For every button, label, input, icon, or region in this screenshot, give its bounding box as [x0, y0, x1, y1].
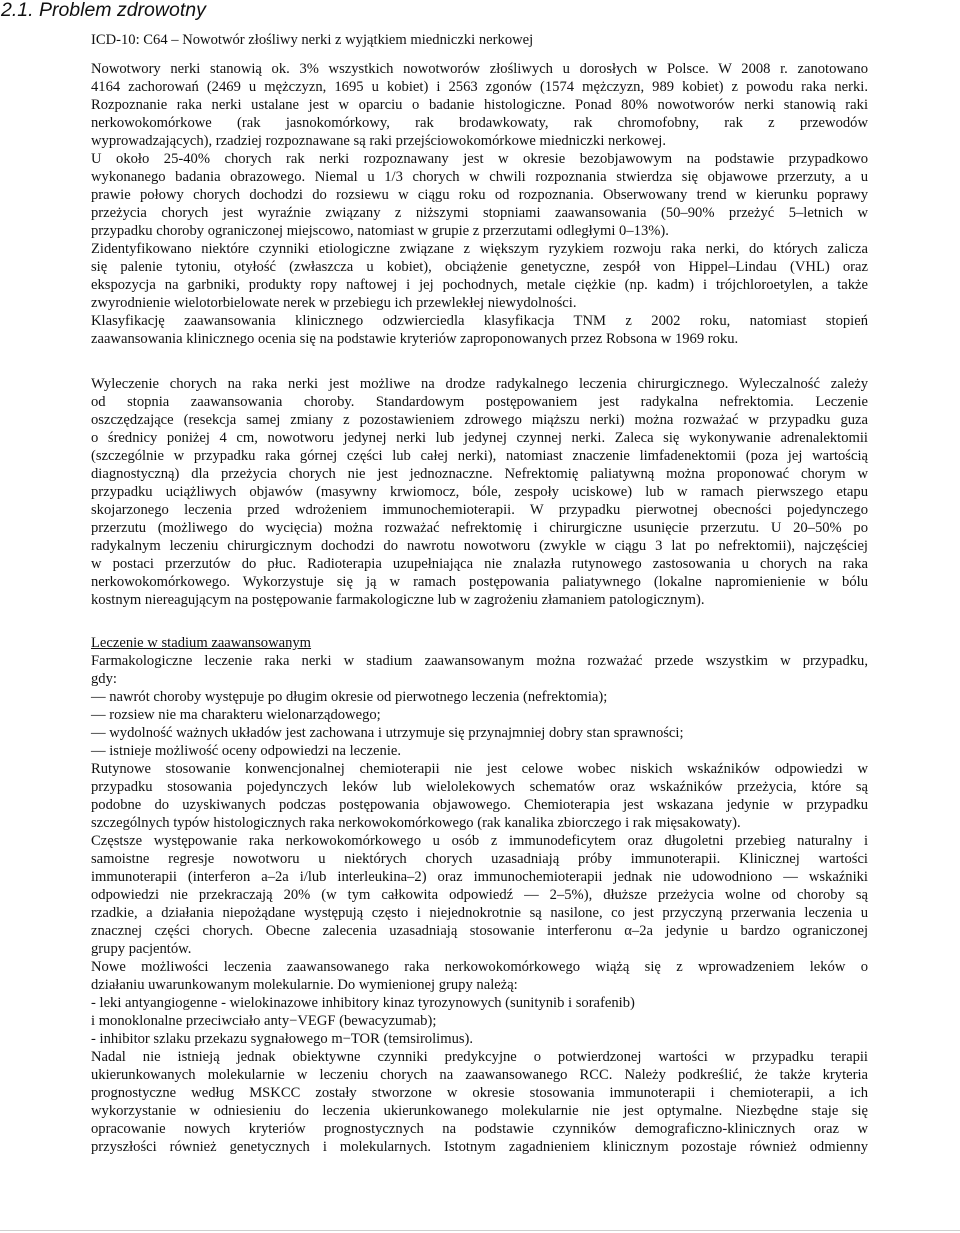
text-line: Rutynowe stosowanie konwencjonalnej chemioterapii nie jest celowe wobec niskich wskaźników odpowiedzi w: [91, 761, 868, 777]
text-line: Wyleczenie chorych na raka nerki jest możliwe na drodze radykalnego leczenia chirurgicznego. Wyleczalność zależy: [91, 376, 868, 392]
subsection-heading: Leczenie w stadium zaawansowanym: [91, 635, 312, 651]
text-line: przyszłości również genetycznych i molekularnych. Istotnym zagadnieniem klinicznym pozostaje również odmienny: [91, 1139, 868, 1155]
text-line: od stopnia zaawansowania choroby. Standardowym postępowaniem jest radykalna nefrektomia. Leczenie: [91, 394, 868, 410]
text-line: przypadku uciążliwych objawów (masywny krwiomocz, bóle, zespoły uciskowe) lub w ramach pierwszego etapu: [91, 484, 868, 500]
text-line: Nowe możliwości leczenia zaawansowanego raka nerkowokomórkowego wiążą się z wprowadzeniem leków o: [91, 959, 868, 975]
text-line: — nawrót choroby występuje po długim okresie od pierwotnego leczenia (nefrektomia);: [91, 689, 608, 705]
text-line: Zidentyfikowano niektóre czynniki etiologiczne związane z większym ryzykiem rozwoju raka nerki, do których zalicza: [91, 241, 868, 257]
text-line: - inhibitor szlaku przekazu sygnałowego m−TOR (temsirolimus).: [91, 1031, 474, 1047]
text-line: zaawansowania klinicznego ocenia się na podstawie kryteriów zaproponowanych przez Robsona w 1969 roku.: [91, 331, 739, 347]
page-bottom-rule: [0, 1230, 960, 1231]
text-line: znacznej części chorych. Obecne zalecenia uzasadniają stosowanie interferonu α–2a jedynie u bardzo ograniczonej: [91, 923, 868, 939]
text-line: - leki antyangiogenne - wielokinazowe inhibitory kinaz tyrozynowych (sunitynib i sorafenib): [91, 995, 635, 1011]
text-line: diagnostyczną) dla przeżycia chorych nie jest jednoznaczne. Nefrektomię paliatywną można proponować chorym w: [91, 466, 868, 482]
text-line: immunoterapii (interferon a–2a i/lub interleukina–2) oraz immunochemioterapii jednak nie udowodniono — wskaźniki: [91, 869, 868, 885]
text-line: samoistne regresje nowotworu u niektórych chorych uzasadniają próby immunoterapii. Klinicznej wartości: [91, 851, 868, 867]
text-line: działaniu uwarunkowanym molekularnie. Do wymienionej grupy należą:: [91, 977, 518, 993]
text-line: — wydolność ważnych układów jest zachowana i utrzymuje się przynajmniej dobry stan sprawności;: [91, 725, 684, 741]
section-heading: 2.1. Problem zdrowotny: [1, 0, 206, 21]
text-line: przerzutu (możliwego do wycięcia) można rozważać nefrektomię i chirurgiczne usunięcie przerzutu. U 20–50% po: [91, 520, 868, 536]
text-line: w postaci przerzutów do płuc. Radioterapia uzupełniająca nie znalazła rutynowego zastosowania u chorych na raka: [91, 556, 868, 572]
text-line: U około 25-40% chorych rak nerki rozpoznawany jest w okresie bezobjawowym na podstawie przypadkowo: [91, 151, 868, 167]
text-line: oszczędzające (resekcja samej zmiany z pozostawieniem zdrowego miąższu nerki) można rozważać w przypadku guza: [91, 412, 868, 428]
text-line: (szczególnie w przypadku raka górnej części lub całej nerki), natomiast znaczenie limfadenektomii (poza jej wartością: [91, 448, 868, 464]
text-line: przypadku choroby ograniczonej miejscowo, natomiast w grupie z przerzutami odległymi 0–13%).: [91, 223, 669, 239]
text-line: prawie połowy chorych dochodzi do rozsiewu w ciągu roku od rozpoznania. Obserwowany trend w kierunku poprawy: [91, 187, 868, 203]
text-line: 4164 zachorowań (2469 u mężczyzn, 1695 u kobiet) i 2563 zgonów (1574 mężczyzn, 989 kobiet) z powodu raka nerki.: [91, 79, 868, 95]
text-line: nerkowokomórkowego. Wykorzystuje się ją w ramach postępowania paliatywnego (lokalne napromienienie w bólu: [91, 574, 868, 590]
text-line: wyprowadzających), rzadziej rozpoznawane są raki przejściowokomórkowe miedniczki nerkowej.: [91, 133, 666, 149]
text-line: radykalnym leczeniu chirurgicznym dochodzi do nawrotu nowotworu (zwykle w ciągu 3 lat po nefrektomii), najczęściej: [91, 538, 868, 554]
text-line: ukierunkowanych molekularnie w leczeniu chorych na zaawansowanego RCC. Należy podkreślić, że także kryteria: [91, 1067, 868, 1083]
text-line: szczególnych typów histologicznych raka nerkowokomórkowego (rak kanalika zbiorczego i rak mięsakowaty).: [91, 815, 741, 831]
text-line: Nowotwory nerki stanowią ok. 3% wszystkich nowotworów złośliwych u dorosłych w Polsce. W 2008 r. zanotowano: [91, 61, 868, 77]
text-line: ekspozycja na garbniki, produkty ropy naftowej i jej pochodnych, metale ciężkie (np. kadm) i trójchloroetylen, a także: [91, 277, 868, 293]
text-line: prognostyczne według MSKCC zostały stworzone w okresie stosowania immunoterapii i chemioterapii, a ich: [91, 1085, 868, 1101]
text-line: Farmakologiczne leczenie raka nerki w stadium zaawansowanym można rozważać przede wszystkim w przypadku,: [91, 653, 868, 669]
text-line: Nadal nie istnieją jednak obiektywne czynniki predykcyjne o potwierdzonej wartości w przypadku terapii: [91, 1049, 868, 1065]
text-line: wykorzystanie w odniesieniu do leczenia ukierunkowanego molekularnie nie jest optymalne. Niezbędne staje się: [91, 1103, 868, 1119]
text-line: opracowanie nowych kryteriów prognostycznych na podstawie czynników demograficzno-klinicznych oraz w: [91, 1121, 868, 1137]
text-line: skojarzonego leczenia przed wdrożeniem immunochemioterapii. W przypadku pierwotnej obecności pojedynczego: [91, 502, 868, 518]
text-line: wykonanego badania obrazowego. Niemal u 1/3 chorych w chwili rozpoznania stwierdza się objawowe przerzuty, a u: [91, 169, 868, 185]
icd-code-line: ICD-10: C64 – Nowotwór złośliwy nerki z wyjątkiem miedniczki nerkowej: [91, 32, 534, 48]
text-line: grupy pacjentów.: [91, 941, 192, 957]
text-line: — istnieje możliwość oceny odpowiedzi na leczenie.: [91, 743, 402, 759]
text-line: kostnym niereagującym na postępowanie farmakologiczne lub w zagrożeniu złamaniem patologicznym).: [91, 592, 705, 608]
text-line: zwyrodnienie wielotorbielowate nerek w przebiegu ich przewlekłej niewydolności.: [91, 295, 577, 311]
text-line: gdy:: [91, 671, 117, 687]
text-line: o średnicy poniżej 4 cm, nowotworu jedynej nerki lub jedynej czynnej nerki. Zaleca się wykonywanie adrenalektomii: [91, 430, 868, 446]
text-line: odpowiedzi nie przekraczają 20% (w tym całkowita odpowiedź — 2–5%), dłuższe przeżycia wolne od choroby są: [91, 887, 868, 903]
text-line: podobne do uzyskiwanych podczas postępowania objawowego. Chemioterapia jest wskazana jedynie w przypadku: [91, 797, 868, 813]
text-line: Klasyfikację zaawansowania klinicznego odzwierciedla klasyfikacja TNM z 2002 roku, natomiast stopień: [91, 313, 868, 329]
text-line: — rozsiew nie ma charakteru wielonarządowego;: [91, 707, 381, 723]
text-line: przeżycia chorych jest wyraźnie związany z niższymi stopniami zaawansowania (50–90% przeżyć 5–letnich w: [91, 205, 868, 221]
text-line: rzadkie, a działania niepożądane występują często i niejednokrotnie są nasilone, co jest przyczyną przerwania leczenia u: [91, 905, 868, 921]
text-line: i monoklonalne przeciwciało anty−VEGF (bewacyzumab);: [91, 1013, 437, 1029]
text-line: przypadku stosowania pojedynczych leków lub wielolekowych schematów oraz wskaźników przeżycia, które są: [91, 779, 868, 795]
text-line: się palenie tytoniu, otyłość (zwłaszcza u kobiet), obciążenie genetyczne, zespół von Hippel–Lindau (VHL) oraz: [91, 259, 868, 275]
text-line: nerkowokomórkowe (rak jasnokomórkowy, rak brodawkowaty, rak chromofobny, rak z przewodów: [91, 115, 868, 131]
text-line: Rozpoznanie raka nerki ustalane jest w oparciu o badanie histologiczne. Ponad 80% nowotworów nerki stanowią raki: [91, 97, 868, 113]
text-line: Częstsze występowanie raka nerkowokomórkowego u osób z immunodeficytem oraz długoletni przebieg naturalny i: [91, 833, 868, 849]
